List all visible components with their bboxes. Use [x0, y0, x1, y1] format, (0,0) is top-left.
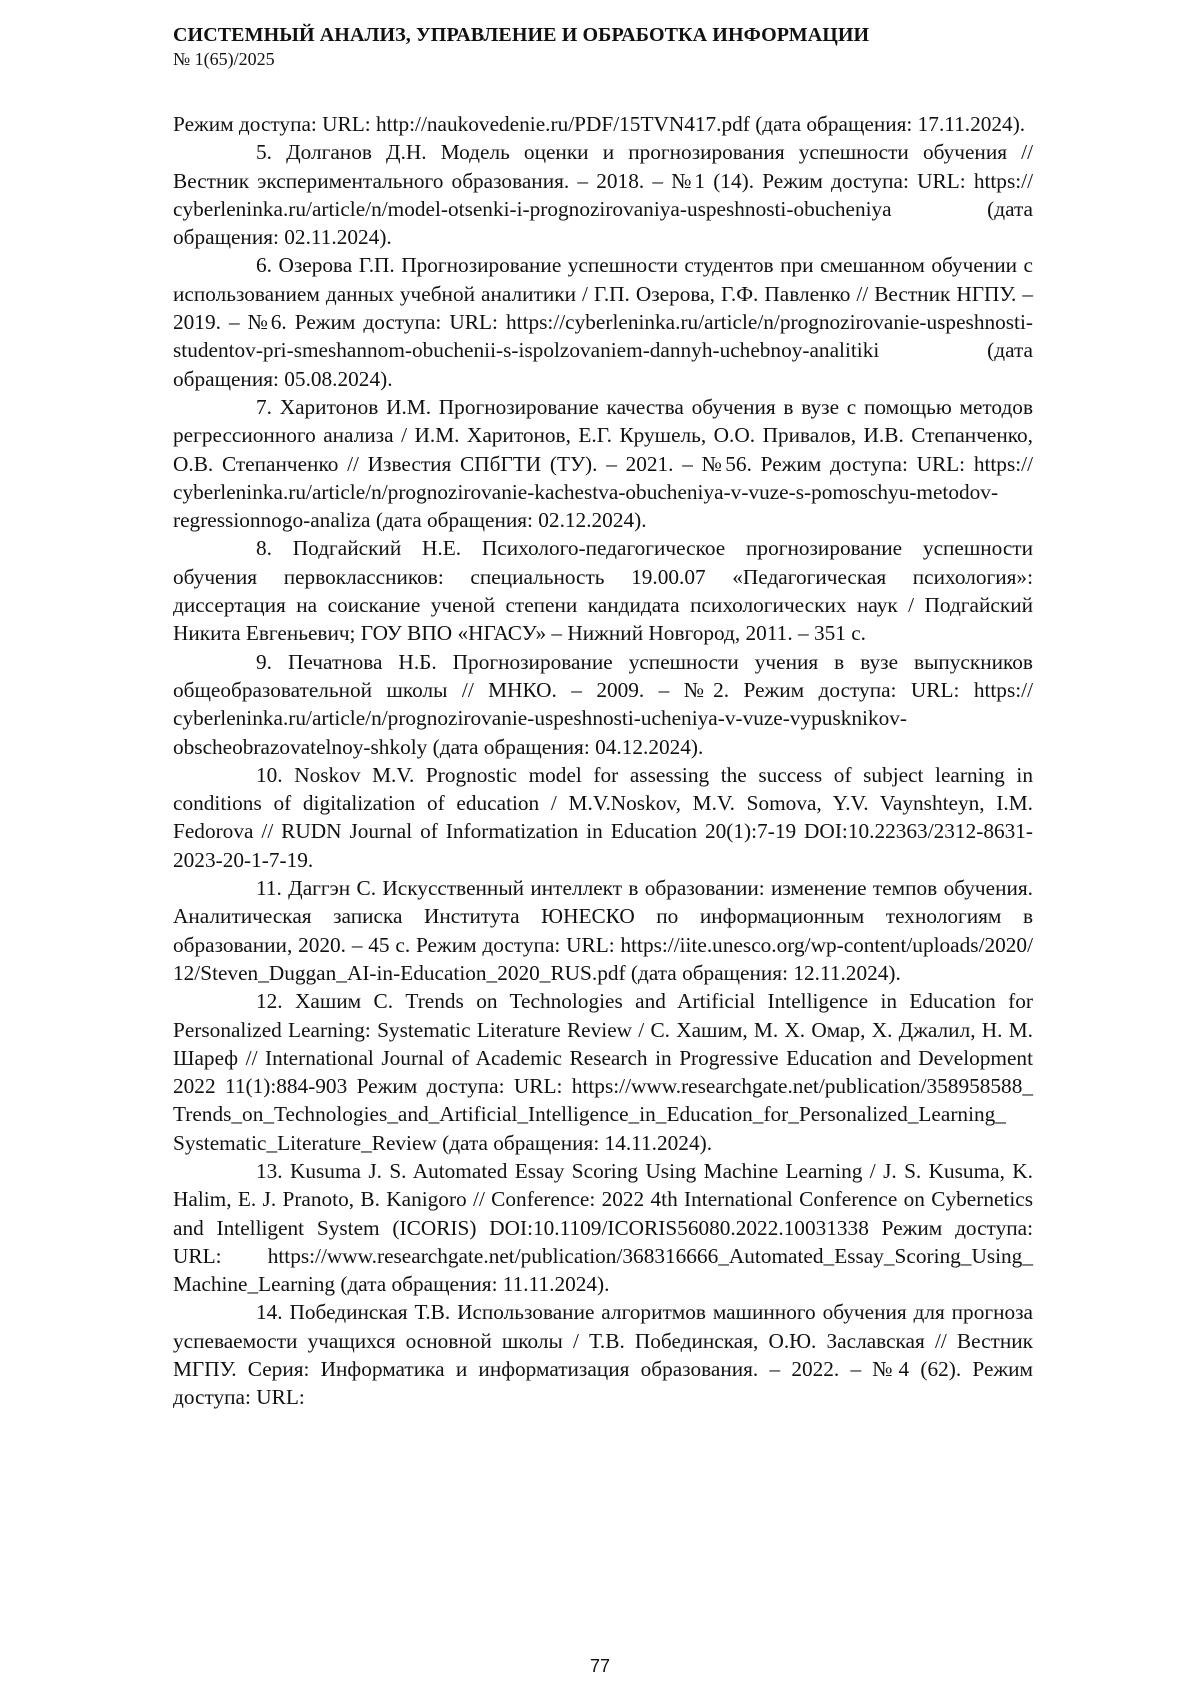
journal-title: СИСТЕМНЫЙ АНАЛИЗ, УПРАВЛЕНИЕ И ОБРАБОТКА ИНФОРМАЦИИ: [173, 24, 870, 46]
page-header: [173, 22, 1033, 70]
reference-continuation: Режим доступа: URL: http://naukovedenie.ru/PDF/15TVN417.pdf (дата обращения: 17.11.2024).: [173, 112, 1026, 136]
issue-number: № 1(65)/2025: [173, 49, 275, 69]
reference-item-6: 6. Озерова Г.П. Прогнозирование успешности студентов при смешанном обучении с использованием данных учебной аналитики / Г.П. Озерова, Г.Ф. Павленко // Вестник НГПУ. – 2019. – №6. Режим доступа: URL: https://cyberleninka.ru/article/n/prognozirovanie-uspeshnosti-studentov-pri-smeshannom-obuchenii-s-ispolzovaniem-dannyh-uchebnoy-analitiki (дата обращения: 05.08.2024).: [173, 253, 1033, 391]
reference-list: [173, 110, 1033, 1412]
reference-item-8: 8. Подгайский Н.Е. Психолого-педагогическое прогнозирование успешности обучения первоклассников: специальность 19.00.07 «Педагогическая психология»: диссертация на соискание ученой степени кандидата психологических наук / Подгайский Никита Евгеньевич; ГОУ ВПО «НГАСУ» – Нижний Новгород, 2011. – 351 с.: [173, 536, 1034, 646]
reference-item-9: 9. Печатнова Н.Б. Прогнозирование успешности учения в вузе выпускников общеобразовательной школы // МНКО. – 2009. – №2. Режим доступа: URL: https://cyberleninka.ru/article/n/prognozirovanie-uspeshnosti-ucheniya-v-vuze-vypusknikov-obscheobrazovatelnoy-shkoly (дата обращения: 04.12.2024).: [173, 649, 1033, 759]
reference-item-13: 13. Kusuma J. S. Automated Essay Scoring Using Machine Learning / J. S. Kusuma, K. Halim, E. J. Pranoto, B. Kanigoro // Conference: 2022 4th International Conference on Cybernetics and Intelligent System (ICORIS) DOI:10.1109/ICORIS56080.2022.10031338 Режим доступа: URL: https://www.researchgate.net/publication/368316666_Automated_Essay_Scoring_Using_Machine_Learning (дата обращения: 11.11.2024).: [173, 1158, 1033, 1297]
reference-item-11: 11. Даггэн С. Искусственный интеллект в образовании: изменение темпов обучения. Аналитическая записка Института ЮНЕСКО по информационным технологиям в образовании, 2020. – 45 с. Режим доступа: URL: https://iite.unesco.org/wp-content/uploads/2020/12/Steven_Duggan_AI-in-Education_2020_RUS.pdf (дата обращения: 12.11.2024).: [173, 876, 1033, 985]
reference-item-10: 10. Noskov M.V. Prognostic model for assessing the success of subject learning in conditions of digitalization of education / M.V.Noskov, M.V. Somova, Y.V. Vaynshteyn, I.M. Fedorova // RUDN Journal of Informatization in Education 20(1):7-19 DOI:10.22363/2312-8631-2023-20-1-7-19.: [173, 762, 1033, 872]
page-number: 77: [589, 1656, 611, 1676]
reference-item-7: 7. Харитонов И.М. Прогнозирование качества обучения в вузе с помощью методов регрессионного анализа / И.М. Харитонов, Е.Г. Крушель, О.О. Привалов, И.В. Степанченко, О.В. Степанченко // Известия СПбГТИ (ТУ). – 2021. – №56. Режим доступа: URL: https://cyberleninka.ru/article/n/prognozirovanie-kachestva-obucheniya-v-vuze-s-pomoschyu-metodov-regressionnogo-analiza (дата обращения: 02.12.2024).: [173, 394, 1033, 533]
reference-item-12: 12. Хашим С. Trends on Technologies and Artificial Intelligence in Education for Personalized Learning: Systematic Literature Review / С. Хашим, М. Х. Омар, Х. Джалил, Н. М. Шареф // International Journal of Academic Research in Progressive Education and Development 2022 11(1):884-903 Режим доступа: URL: https://www.researchgate.net/publication/358958588_Trends_on_Technologies_and_Artificial_Intelligence_in_Education_for_Personalized_Learning_Systematic_Literature_Review (дата обращения: 14.11.2024).: [173, 989, 1034, 1155]
reference-item-14: 14. Побединская Т.В. Использование алгоритмов машинного обучения для прогноза успеваемости учащихся основной школы / Т.В. Побединская, О.Ю. Заславская // Вестник МГПУ. Серия: Информатика и информатизация образования. – 2022. – №4 (62). Режим доступа: URL:: [173, 1300, 1033, 1410]
reference-item-5: 5. Долганов Д.Н. Модель оценки и прогнозирования успешности обучения // Вестник экспериментального образования. – 2018. – №1 (14). Режим доступа: URL: https://cyberleninka.ru/article/n/model-otsenki-i-prognozirovaniya-uspeshnosti-obucheniya (дата обращения: 02.11.2024).: [173, 140, 1033, 250]
